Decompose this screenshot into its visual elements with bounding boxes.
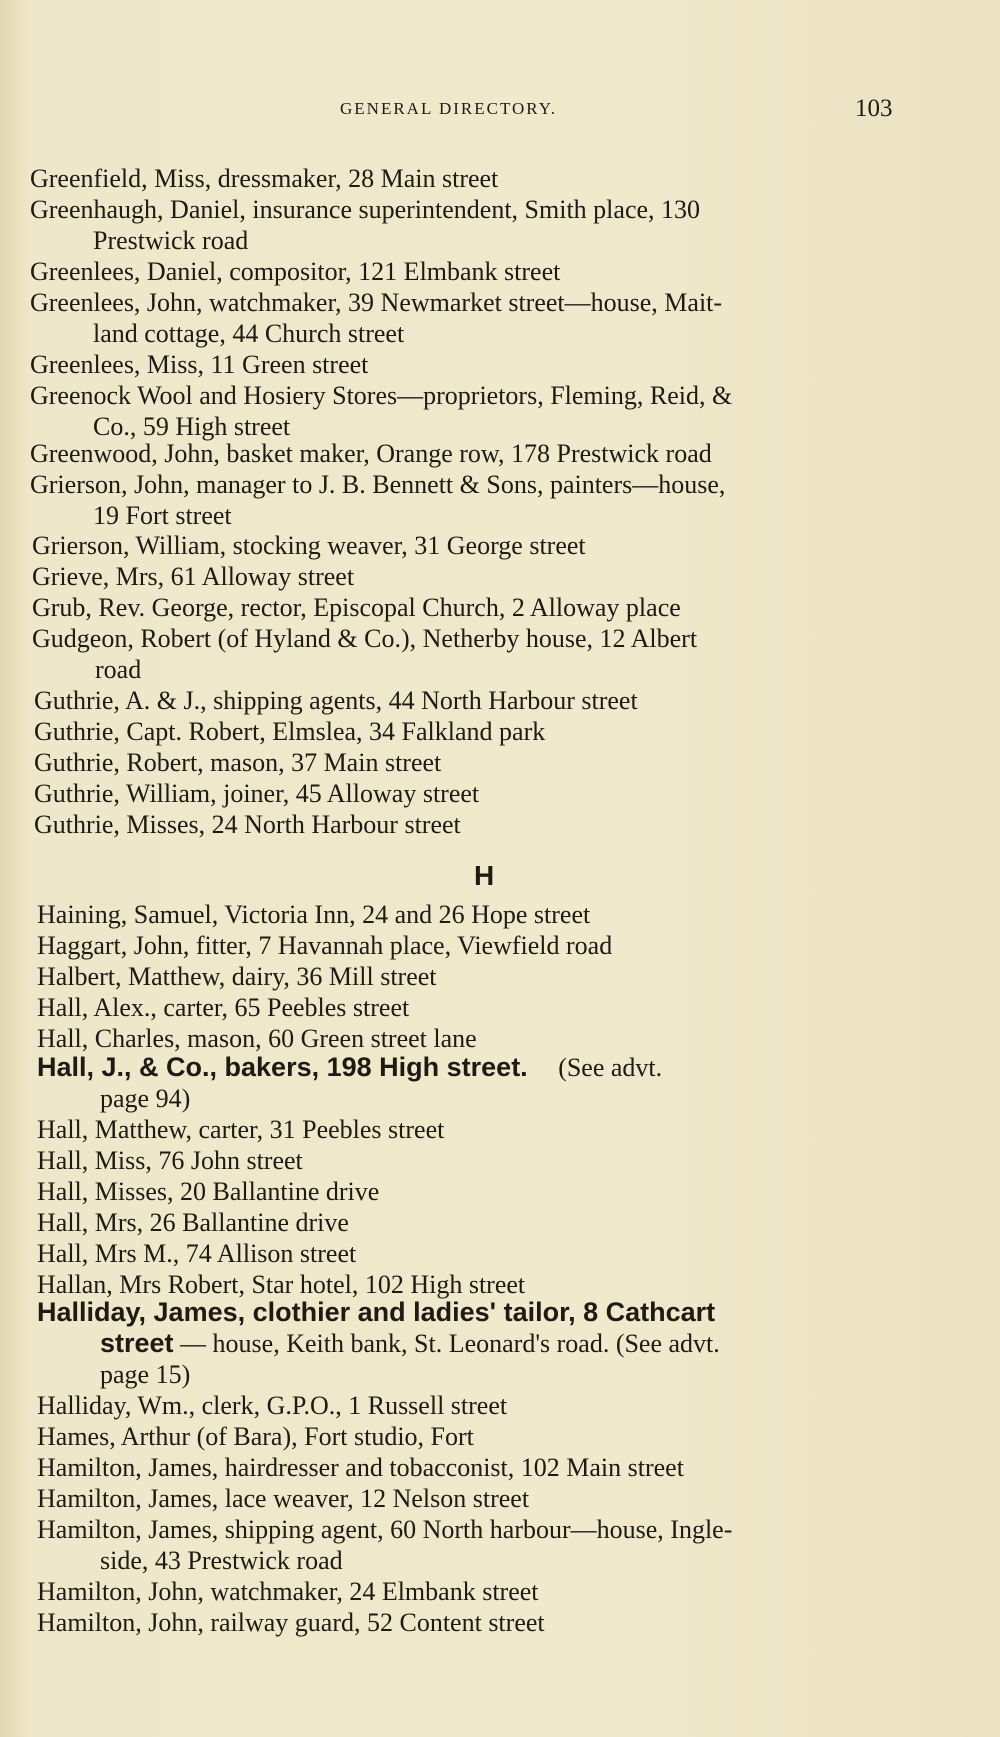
directory-entry	[37, 1114, 444, 1145]
entry-text: Greenhaugh, Daniel, insurance superintendent, Smith place, 130	[30, 195, 701, 224]
entry-text: Guthrie, A. & J., shipping agents, 44 North Harbour street	[34, 686, 638, 715]
entry-text: Grierson, William, stocking weaver, 31 George street	[32, 531, 586, 560]
entry-text: Greenlees, John, watchmaker, 39 Newmarket street—house, Mait-	[30, 288, 723, 317]
directory-entry	[37, 1207, 349, 1238]
entry-text: — house, Keith bank, St. Leonard's road. (See advt.	[173, 1329, 720, 1358]
directory-entry	[34, 778, 479, 809]
directory-entry	[37, 1576, 539, 1607]
entry-bold-text: Hall, J., & Co., bakers, 198 High street.	[37, 1052, 528, 1082]
directory-entry	[37, 1176, 379, 1207]
entry-continuation: 19 Fort street	[93, 501, 232, 530]
directory-entry	[37, 992, 409, 1023]
directory-entry	[37, 1483, 529, 1514]
entry-text: Grieve, Mrs, 61 Alloway street	[32, 562, 355, 591]
directory-entry	[34, 747, 441, 778]
entry-text: Hamilton, James, lace weaver, 12 Nelson street	[37, 1484, 530, 1513]
directory-entry	[32, 530, 586, 561]
entry-text: Hames, Arthur (of Bara), Fort studio, Fort	[37, 1422, 474, 1451]
directory-entry	[30, 256, 560, 287]
entry-note: (See advt.	[558, 1053, 663, 1082]
directory-entry	[37, 1607, 545, 1638]
entry-text: Hamilton, John, railway guard, 52 Content street	[37, 1608, 545, 1637]
directory-entry	[37, 1023, 477, 1054]
entry-text: Greenlees, Daniel, compositor, 121 Elmbank street	[30, 257, 561, 286]
directory-entry	[34, 716, 545, 747]
entry-text: Hall, Misses, 20 Ballantine drive	[37, 1177, 380, 1206]
entry-text: Hall, Mrs M., 74 Allison street	[37, 1239, 357, 1268]
directory-entry	[30, 287, 722, 349]
entry-text: Hall, Matthew, carter, 31 Peebles street	[37, 1115, 445, 1144]
entry-bold-text: Halliday, James, clothier and ladies' tailor, 8 Cathcart	[37, 1297, 716, 1327]
entry-text: Hall, Charles, mason, 60 Green street lane	[37, 1024, 477, 1053]
directory-entry	[30, 438, 712, 469]
page-header	[0, 95, 1000, 125]
entry-text: Hallan, Mrs Robert, Star hotel, 102 High street	[37, 1270, 526, 1299]
entry-text: Haining, Samuel, Victoria Inn, 24 and 26 Hope street	[37, 900, 591, 929]
directory-entry	[30, 349, 368, 380]
entry-text: Greenwood, John, basket maker, Orange row, 178 Prestwick road	[30, 439, 712, 468]
entry-text: Gudgeon, Robert (of Hyland & Co.), Netherby house, 12 Albert	[32, 624, 698, 653]
entry-text: Grierson, John, manager to J. B. Bennett & Sons, painters—house,	[30, 470, 726, 499]
directory-entry	[37, 1421, 474, 1452]
entry-text: Haggart, John, fitter, 7 Havannah place, Viewfield road	[37, 931, 613, 960]
entry-text: Hall, Miss, 76 John street	[37, 1146, 303, 1175]
entry-continuation: Co., 59 High street	[93, 412, 291, 441]
directory-entry	[37, 899, 590, 930]
running-title: GENERAL DIRECTORY.	[340, 99, 558, 118]
directory-entry	[37, 1145, 303, 1176]
entry-text: Greenock Wool and Hosiery Stores—proprietors, Fleming, Reid, &	[30, 381, 733, 410]
directory-entry	[32, 623, 697, 685]
directory-entry	[37, 961, 437, 992]
directory-entry	[32, 592, 681, 623]
directory-entry	[37, 1238, 356, 1269]
directory-entry	[30, 194, 700, 256]
entry-text: Guthrie, Capt. Robert, Elmslea, 34 Falkland park	[34, 717, 546, 746]
directory-entry	[37, 1390, 507, 1421]
entry-text: Greenlees, Miss, 11 Green street	[30, 350, 369, 379]
directory-entry	[34, 809, 461, 840]
directory-entry-bold	[37, 1297, 720, 1390]
entry-continuation: side, 43 Prestwick road	[100, 1546, 343, 1575]
entry-text: Greenfield, Miss, dressmaker, 28 Main street	[30, 164, 499, 193]
entry-bold-text: street	[100, 1328, 174, 1358]
entry-text: Hall, Mrs, 26 Ballantine drive	[37, 1208, 349, 1237]
directory-entry-bold	[37, 1052, 662, 1114]
entry-text: Halliday, Wm., clerk, G.P.O., 1 Russell street	[37, 1391, 508, 1420]
directory-entry	[30, 380, 732, 442]
entry-text: Guthrie, Robert, mason, 37 Main street	[34, 748, 442, 777]
directory-entry	[32, 561, 354, 592]
directory-entry	[37, 1514, 732, 1576]
directory-entry	[37, 1269, 525, 1300]
entry-continuation: road	[95, 655, 142, 684]
directory-entry	[34, 685, 638, 716]
entry-continuation: Prestwick road	[93, 226, 249, 255]
directory-entry	[37, 930, 612, 961]
directory-entry	[30, 163, 498, 194]
entry-text: Guthrie, William, joiner, 45 Alloway street	[34, 779, 480, 808]
entry-text: Hall, Alex., carter, 65 Peebles street	[37, 993, 410, 1022]
section-letter: H	[474, 860, 495, 891]
entry-continuation: page 94)	[100, 1084, 191, 1113]
entry-continuation: page 15)	[100, 1360, 191, 1389]
entry-text: Guthrie, Misses, 24 North Harbour street	[34, 810, 461, 839]
entry-text: Halbert, Matthew, dairy, 36 Mill street	[37, 962, 437, 991]
directory-entry	[37, 1452, 684, 1483]
entry-text: Hamilton, James, shipping agent, 60 North harbour—house, Ingle-	[37, 1515, 733, 1544]
entry-text: Hamilton, James, hairdresser and tobacconist, 102 Main street	[37, 1453, 684, 1482]
directory-entry	[30, 469, 725, 531]
entry-text: Hamilton, John, watchmaker, 24 Elmbank street	[37, 1577, 539, 1606]
page-number: 103	[855, 95, 893, 122]
entry-continuation: land cottage, 44 Church street	[93, 319, 405, 348]
entry-text: Grub, Rev. George, rector, Episcopal Church, 2 Alloway place	[32, 593, 681, 622]
